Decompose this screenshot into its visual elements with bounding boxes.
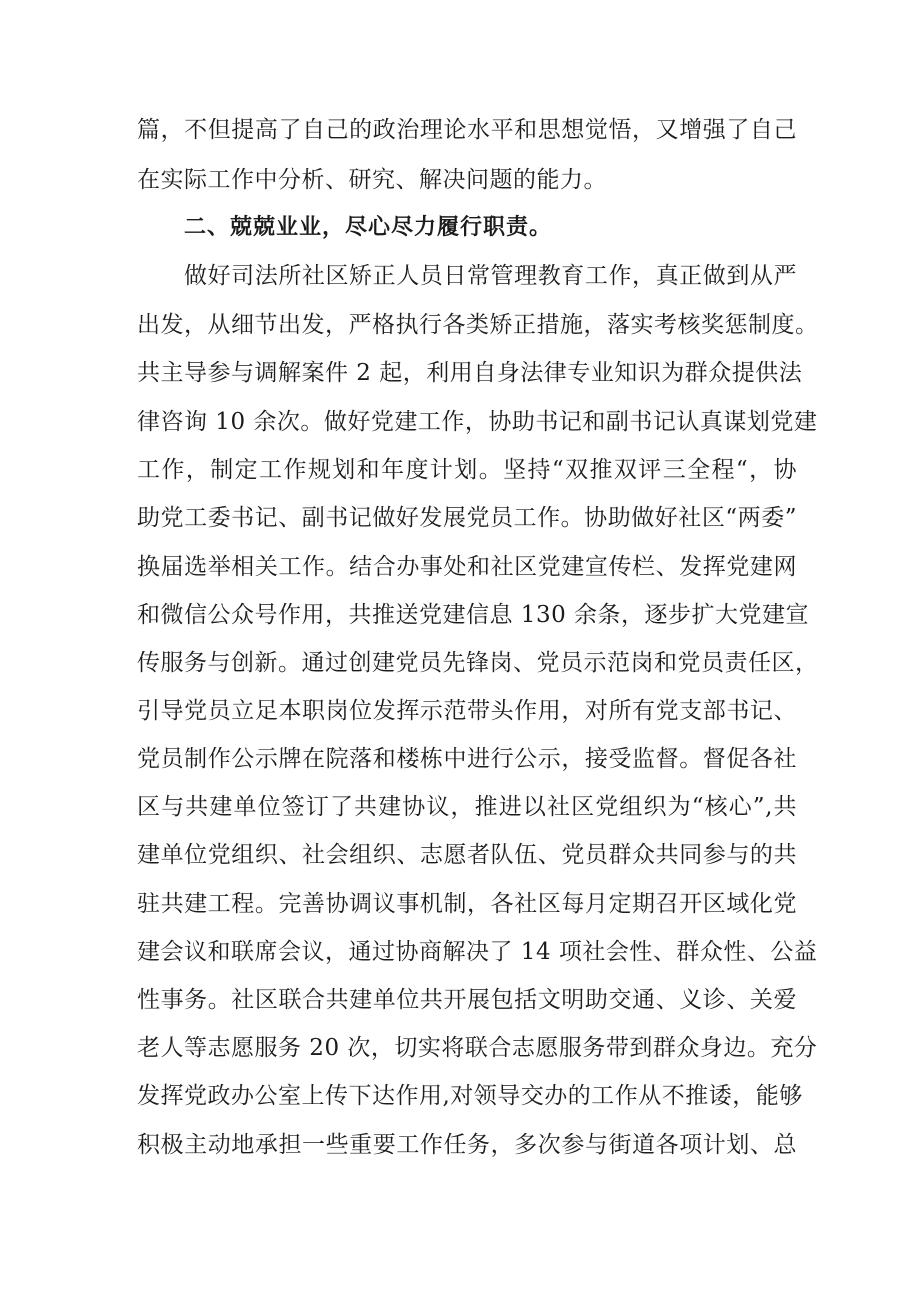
paragraph-line: 篇，不但提高了自己的政治理论水平和思想觉悟，又增强了自己 (137, 117, 797, 143)
paragraph-line: 驻共建工程。完善协调议事机制，各社区每月定期召开区域化党 (137, 891, 797, 917)
paragraph-line: 换届选举相关工作。结合办事处和社区党建宣传栏、发挥党建网 (137, 554, 797, 580)
paragraph-line: 在实际工作中分析、研究、解决问题的能力。 (137, 167, 607, 193)
paragraph-line: 和微信公众号作用，共推送党建信息 130 余条，逐步扩大党建宣 (137, 602, 810, 628)
paragraph-line: 引导党员立足本职岗位发挥示范带头作用，对所有党支部书记、 (137, 698, 797, 724)
section-heading: 二、兢兢业业，尽心尽力履行职责。 (184, 215, 553, 240)
paragraph-line: 建会议和联席会议，通过协商解决了 14 项社会性、群众性、公益 (137, 939, 818, 965)
paragraph-line: 区与共建单位签订了共建协议，推进以社区党组织为“核心”,共 (137, 794, 797, 820)
paragraph-line: 积极主动地承担一些重要工作任务，多次参与街道各项计划、总 (137, 1132, 797, 1158)
paragraph-line: 发挥党政办公室上传下达作用,对领导交办的工作从不推诿，能够 (137, 1083, 803, 1109)
paragraph-line: 老人等志愿服务 20 次，切实将联合志愿服务带到群众身边。充分 (137, 1035, 818, 1061)
paragraph-line: 建单位党组织、社会组织、志愿者队伍、党员群众共同参与的共 (137, 842, 797, 868)
paragraph-line: 出发，从细节出发，严格执行各类矫正措施，落实考核奖惩制度。 (137, 312, 819, 338)
paragraph-line: 共主导参与调解案件 2 起，利用自身法律专业知识为群众提供法 (137, 360, 803, 386)
paragraph-line: 性事务。社区联合共建单位共开展包括文明助交通、义诊、关爱 (137, 987, 797, 1013)
paragraph-line: 助党工委书记、副书记做好发展党员工作。协助做好社区“两委” (137, 505, 797, 531)
paragraph-line: 律咨询 10 余次。做好党建工作，协助书记和副书记认真谋划党建 (137, 409, 818, 435)
paragraph-line: 传服务与创新。通过创建党员先锋岗、党员示范岗和党员责任区， (137, 650, 819, 676)
paragraph-line: 党员制作公示牌在院落和楼栋中进行公示，接受监督。督促各社 (137, 746, 797, 772)
paragraph-line: 做好司法所社区矫正人员日常管理教育工作，真正做到从严 (184, 263, 797, 289)
paragraph-line: 工作，制定工作规划和年度计划。坚持“双推双评三全程“，协 (137, 457, 797, 483)
